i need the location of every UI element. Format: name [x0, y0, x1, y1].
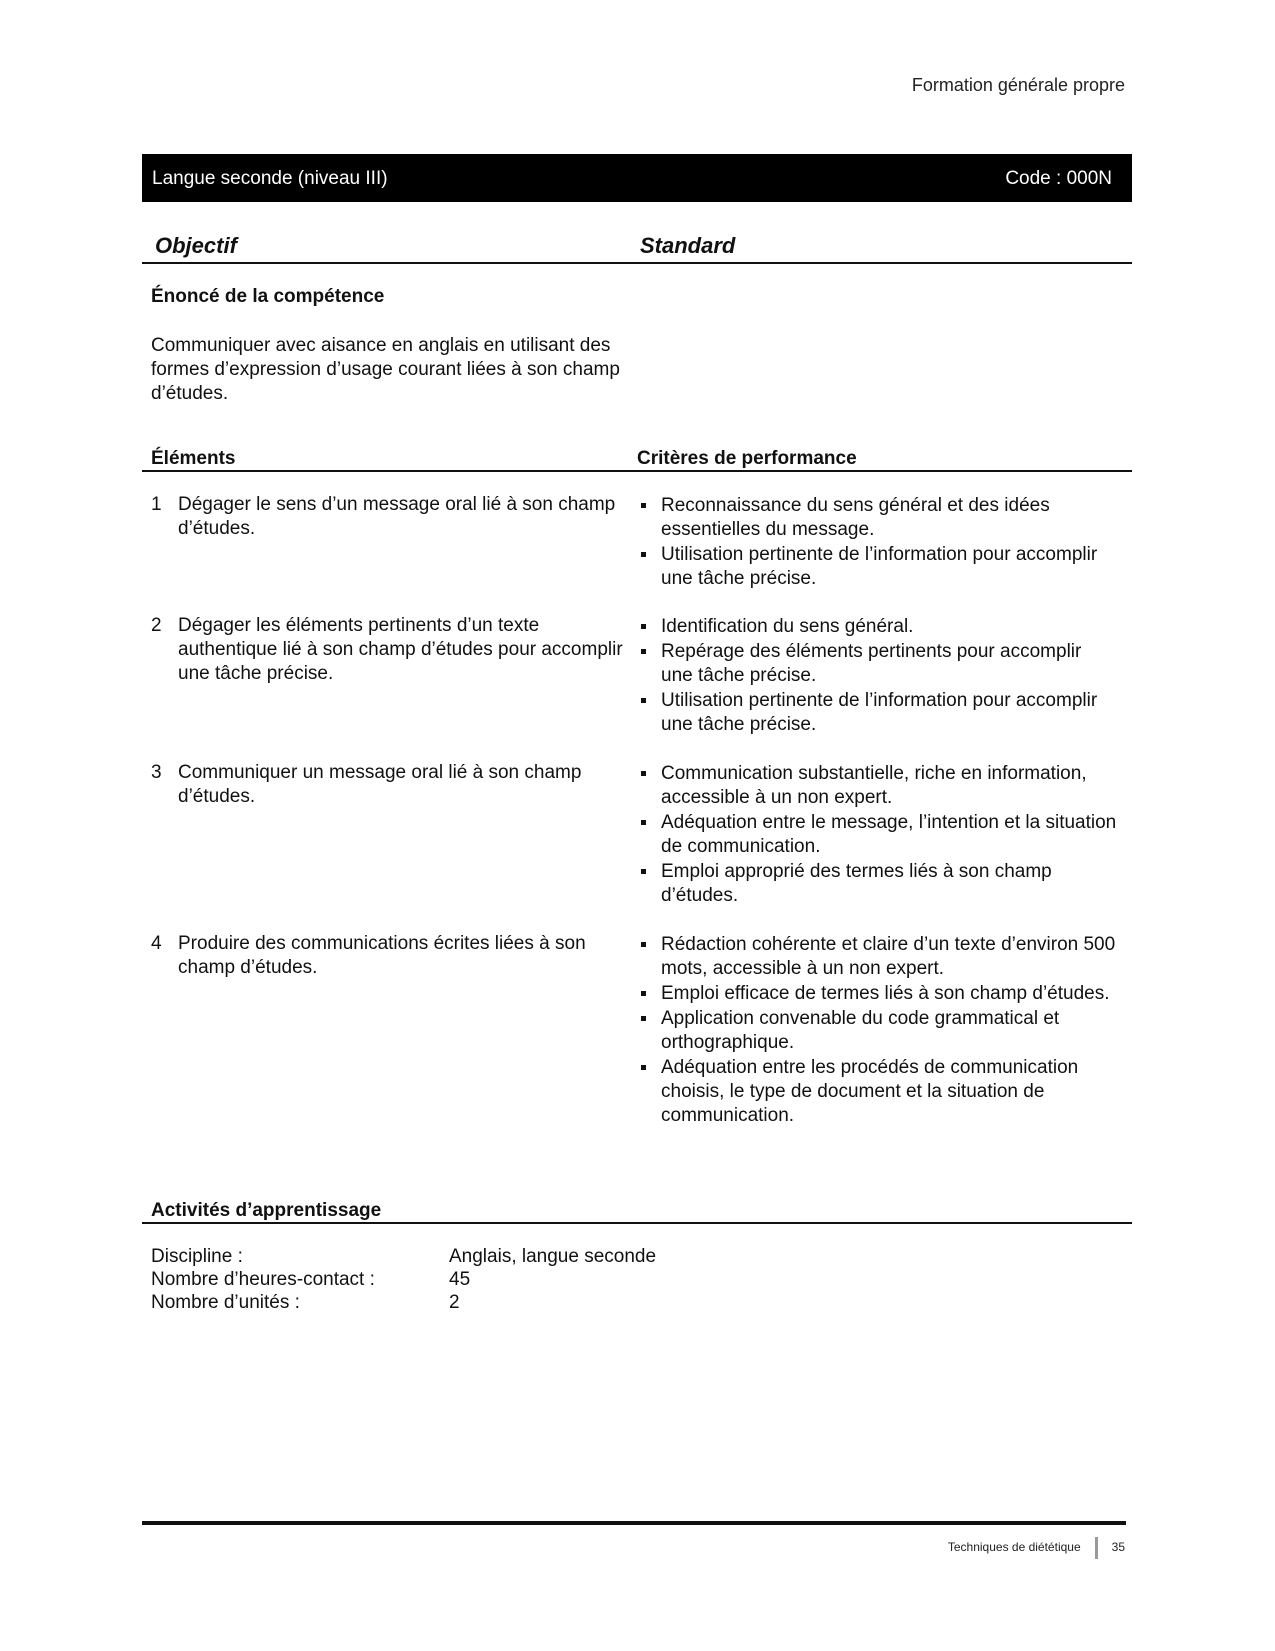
- unites-value: 2: [449, 1292, 460, 1313]
- heures-label: Nombre d’heures-contact :: [151, 1269, 375, 1290]
- title-band: [142, 154, 1132, 202]
- element-text: Dégager les éléments pertinents d’un texte authentique lié à son champ d’études pour accomplir une tâche précise.: [178, 615, 623, 684]
- criterion-item: Utilisation pertinente de l’information pour accomplir une tâche précise.: [638, 689, 1118, 737]
- heures-value: 45: [449, 1269, 471, 1290]
- course-code: Code : 000N: [1005, 168, 1112, 189]
- competence-text: Communiquer avec aisance en anglais en utilisant des formes d’expression d’usage courant liées à son champ d’études.: [151, 335, 620, 404]
- criteria-4: [638, 933, 1118, 1129]
- criterion-item: Adéquation entre les procédés de communication choisis, le type de document et la situation de communication.: [638, 1056, 1118, 1128]
- criterion-item: Reconnaissance du sens général et des idées essentielles du message.: [638, 494, 1118, 542]
- element-number: 4: [151, 933, 162, 954]
- standard-heading: Standard: [640, 233, 736, 258]
- criterion-item: Repérage des éléments pertinents pour accomplir une tâche précise.: [638, 640, 1118, 688]
- footer-separator: [1095, 1537, 1098, 1559]
- discipline-label: Discipline :: [151, 1246, 243, 1267]
- element-text: Dégager le sens d’un message oral lié à son champ d’études.: [178, 494, 616, 539]
- criterion-item: Rédaction cohérente et claire d’un texte d’environ 500 mots, accessible à un non expert.: [638, 933, 1118, 981]
- page-number: 35: [1111, 1540, 1125, 1555]
- discipline-value: Anglais, langue seconde: [449, 1246, 657, 1267]
- objectif-heading: Objectif: [155, 233, 237, 258]
- divider: [142, 1222, 1132, 1224]
- competence-heading: Énoncé de la compétence: [151, 286, 385, 307]
- unites-label: Nombre d’unités :: [151, 1292, 300, 1313]
- criteria-1: [638, 494, 1118, 592]
- elements-heading: Éléments: [151, 448, 236, 469]
- divider: [142, 262, 1132, 264]
- criteria-3: [638, 762, 1118, 909]
- activites-table: [151, 1245, 711, 1325]
- element-number: 3: [151, 762, 162, 783]
- running-header: Formation générale propre: [911, 75, 1125, 95]
- page-footer: [948, 1537, 1125, 1559]
- criteria-2: [638, 615, 1118, 738]
- element-number: 2: [151, 615, 162, 636]
- element-text: Communiquer un message oral lié à son champ d’études.: [178, 762, 582, 807]
- criterion-item: Application convenable du code grammatical et orthographique.: [638, 1007, 1118, 1055]
- criterion-item: Identification du sens général.: [638, 615, 1118, 639]
- element-text: Produire des communications écrites liées à son champ d’études.: [178, 933, 586, 978]
- divider: [142, 470, 1132, 472]
- criterion-item: Adéquation entre le message, l’intention et la situation de communication.: [638, 811, 1118, 859]
- course-title: Langue seconde (niveau III): [152, 168, 388, 189]
- footer-program: Techniques de diététique: [947, 1540, 1081, 1555]
- criterion-item: Utilisation pertinente de l’information pour accomplir une tâche précise.: [638, 543, 1118, 591]
- footer-rule: [142, 1521, 1126, 1525]
- criterion-item: Emploi approprié des termes liés à son champ d’études.: [638, 860, 1118, 908]
- activites-heading: Activités d’apprentissage: [151, 1200, 382, 1221]
- criterion-item: Communication substantielle, riche en information, accessible à un non expert.: [638, 762, 1118, 810]
- criteres-heading: Critères de performance: [637, 448, 857, 469]
- element-number: 1: [151, 494, 162, 515]
- criterion-item: Emploi efficace de termes liés à son champ d’études.: [638, 982, 1118, 1006]
